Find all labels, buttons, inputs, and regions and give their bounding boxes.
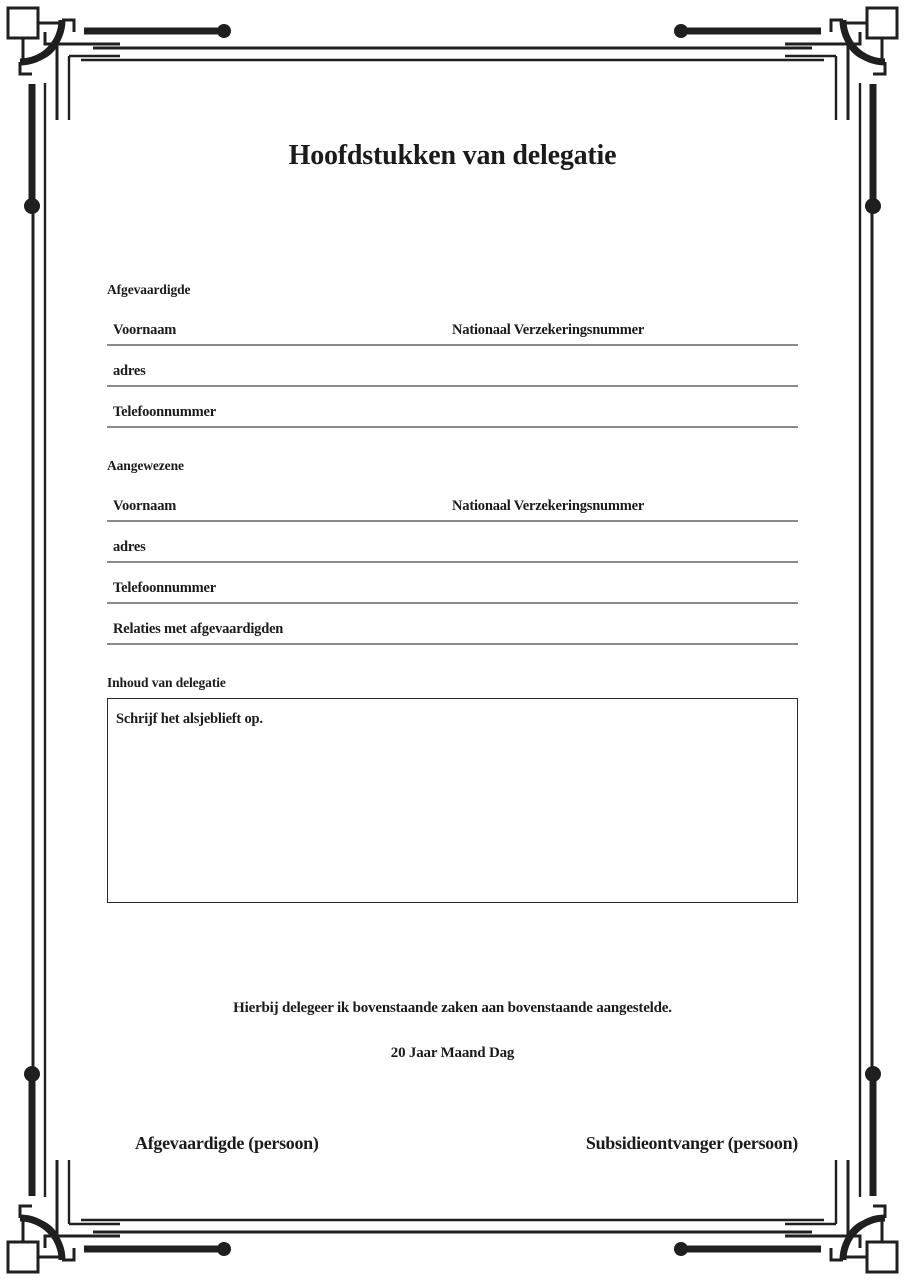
- field-row: [107, 386, 798, 427]
- field-label-voornaam[interactable]: Voornaam: [107, 480, 452, 521]
- field-label-telefoonnummer[interactable]: Telefoonnummer: [107, 386, 798, 427]
- section-inhoud-van-delegatie: [107, 675, 798, 903]
- field-label-telefoonnummer[interactable]: Telefoonnummer: [107, 562, 798, 603]
- section-spacer: [107, 645, 798, 675]
- field-row: [107, 480, 798, 521]
- content-placeholder: Schrijf het alsjeblieft op.: [116, 711, 263, 727]
- field-label-nationaal-verzekeringsnummer[interactable]: Nationaal Verzekeringsnummer: [452, 304, 798, 345]
- signature-label-afgevaardigde[interactable]: Afgevaardigde (persoon): [135, 1133, 319, 1153]
- signature-row: [107, 1133, 798, 1154]
- field-table-afgevaardigde: [107, 304, 798, 428]
- field-row: [107, 562, 798, 603]
- form-body: [107, 282, 798, 903]
- delegation-statement: Hierbij delegeer ik bovenstaande zaken aan bovenstaande aangestelde.: [233, 1000, 672, 1016]
- signature-label-subsidieontvanger[interactable]: Subsidieontvanger (persoon): [585, 1133, 798, 1153]
- section-label: Afgevaardigde: [107, 282, 191, 297]
- section-label: Aangewezene: [107, 458, 184, 473]
- section-afgevaardigde: [107, 282, 798, 428]
- section-aangewezene: [107, 458, 798, 645]
- field-row: [107, 603, 798, 644]
- page-title: Hoofdstukken van delegatie: [288, 140, 617, 171]
- field-label-voornaam[interactable]: Voornaam: [107, 304, 452, 345]
- field-row: [107, 304, 798, 345]
- section-spacer: [107, 428, 798, 458]
- field-label-nationaal-verzekeringsnummer[interactable]: Nationaal Verzekeringsnummer: [452, 480, 798, 521]
- field-label-relaties-met-afgevaardigden[interactable]: Relaties met afgevaardigden: [107, 603, 798, 644]
- field-label-adres[interactable]: adres: [107, 345, 798, 386]
- date-line: 20 Jaar Maand Dag: [390, 1045, 515, 1061]
- field-label-adres[interactable]: adres: [107, 521, 798, 562]
- content-block-label: Inhoud van delegatie: [107, 675, 226, 690]
- field-row: [107, 345, 798, 386]
- content-textarea[interactable]: [107, 698, 798, 903]
- field-row: [107, 521, 798, 562]
- field-table-aangewezene: [107, 480, 798, 645]
